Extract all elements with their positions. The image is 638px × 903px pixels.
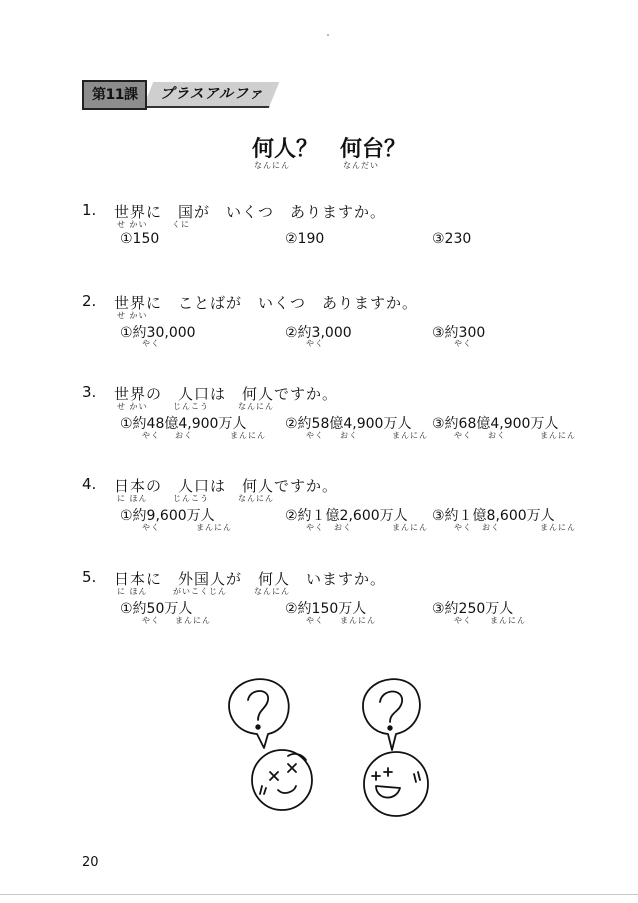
question-4-option-3: ③約１億8,600万人	[432, 508, 555, 524]
question-4-option-2-ruby-yaku: やく	[306, 523, 324, 532]
question-5-option-3-ruby-mannin: まんにん	[490, 616, 526, 625]
title-part1-ruby: なんにん	[254, 161, 290, 170]
question-4-option-3-ruby-mannin: まんにん	[540, 523, 576, 532]
right-thought-bubble	[363, 679, 420, 750]
question-2-option-1: ①約30,000	[120, 325, 196, 341]
question-4-option-1-ruby-mannin: まんにん	[196, 523, 232, 532]
question-4-ruby-nannin: なんにん	[238, 494, 274, 503]
question-2-ruby-sekai: せ かい	[117, 311, 148, 320]
question-4-text: 日本の 人口は 何人ですか。	[114, 477, 339, 495]
question-3-option-2: ②約58億4,900万人	[285, 416, 412, 432]
left-face	[252, 750, 312, 810]
question-3-text: 世界の 人口は 何人ですか。	[114, 385, 339, 403]
question-5-option-1: ①約50万人	[120, 601, 193, 617]
question-5-ruby-nihon: に ほん	[117, 587, 148, 596]
question-5-option-1-ruby-mannin: まんにん	[175, 616, 211, 625]
question-2-text: 世界に ことばが いくつ ありますか。	[114, 294, 419, 312]
question-4-option-2-ruby-oku: おく	[334, 523, 352, 532]
question-3-ruby-sekai: せ かい	[117, 402, 148, 411]
question-5-number: 5.	[82, 568, 97, 586]
bottom-rule	[0, 894, 638, 895]
question-2-option-3-ruby: やく	[454, 339, 472, 348]
question-1-option-3: ③230	[432, 231, 472, 247]
question-3-number: 3.	[82, 383, 97, 401]
question-4-option-1: ①約9,600万人	[120, 508, 215, 524]
question-4-option-3-ruby-yaku: やく	[454, 523, 472, 532]
title-part1: 何人？	[252, 137, 319, 162]
title-part2-ruby: なんだい	[343, 161, 379, 170]
question-3-option-1: ①約48億4,900万人	[120, 416, 247, 432]
question-4-number: 4.	[82, 475, 97, 493]
question-4-ruby-nihon: に ほん	[117, 494, 148, 503]
question-3-option-1-ruby-oku: おく	[175, 431, 193, 440]
question-3-option-3-ruby-yaku: やく	[454, 431, 472, 440]
question-2-number: 2.	[82, 292, 97, 310]
question-5-text: 日本に 外国人が 何人 いますか。	[114, 570, 387, 588]
question-4-option-1-ruby-yaku: やく	[142, 523, 160, 532]
question-2-option-1-ruby: やく	[142, 339, 160, 348]
question-5-option-2-ruby-yaku: やく	[306, 616, 324, 625]
question-1-text: 世界に 国が いくつ ありますか。	[114, 203, 387, 221]
right-face	[364, 752, 428, 816]
question-5-option-2-ruby-mannin: まんにん	[340, 616, 376, 625]
section-label: プラスアルファ	[160, 86, 264, 102]
question-3-option-2-ruby-mannin: まんにん	[392, 431, 428, 440]
question-4-option-2-ruby-mannin: まんにん	[392, 523, 428, 532]
lesson-label: 第11課	[82, 80, 147, 110]
question-1-number: 1.	[82, 201, 97, 219]
question-5-ruby-gaikokujin: がいこくじん	[173, 587, 227, 596]
scan-speck	[327, 34, 329, 36]
question-3-ruby-jinkou: じんこう	[173, 402, 209, 411]
question-5-option-1-ruby-yaku: やく	[142, 616, 160, 625]
left-question-mark	[248, 691, 268, 720]
question-4-option-3-ruby-oku: おく	[482, 523, 500, 532]
question-2-option-3: ③約300	[432, 325, 486, 341]
page-number: 20	[82, 855, 99, 870]
question-4-option-2: ②約１億2,600万人	[285, 508, 408, 524]
question-2-option-2: ②約3,000	[285, 325, 352, 341]
question-1-option-2: ②190	[285, 231, 325, 247]
question-1-option-1: ①150	[120, 231, 160, 247]
question-4-ruby-jinkou: じんこう	[173, 494, 209, 503]
question-3-option-3-ruby-oku: おく	[488, 431, 506, 440]
question-5-ruby-nannin: なんにん	[254, 587, 290, 596]
question-3-option-3-ruby-mannin: まんにん	[540, 431, 576, 440]
question-3-option-1-ruby-yaku: やく	[142, 431, 160, 440]
question-1-ruby-sekai: せ かい	[117, 220, 148, 229]
question-2-option-2-ruby: やく	[306, 339, 324, 348]
question-5-option-3-ruby-yaku: やく	[454, 616, 472, 625]
question-3-ruby-nannin: なんにん	[238, 402, 274, 411]
question-3-option-2-ruby-oku: おく	[340, 431, 358, 440]
puzzled-faces-illustration	[210, 668, 450, 838]
question-1-ruby-kuni: くに	[172, 220, 190, 229]
question-5-option-3: ③約250万人	[432, 601, 514, 617]
question-3-option-3: ③約68億4,900万人	[432, 416, 559, 432]
question-3-option-1-ruby-mannin: まんにん	[230, 431, 266, 440]
right-question-mark	[380, 692, 402, 723]
question-5-option-2: ②約150万人	[285, 601, 367, 617]
title-part2: 何台？	[340, 137, 407, 162]
question-3-option-2-ruby-yaku: やく	[306, 431, 324, 440]
